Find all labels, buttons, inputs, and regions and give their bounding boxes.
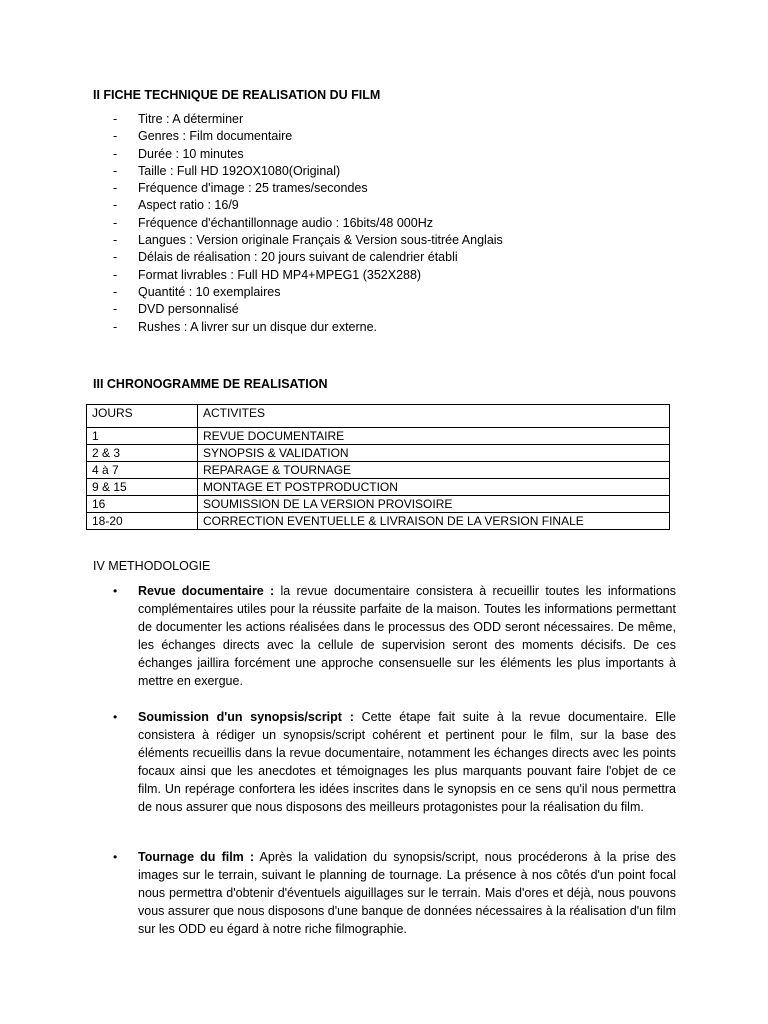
table-row <box>87 513 670 530</box>
cell-activity: REPARAGE & TOURNAGE <box>198 462 670 479</box>
spec-label: Aspect ratio : <box>138 198 211 213</box>
item-label: Tournage du film : <box>138 850 255 864</box>
list-item <box>113 180 503 197</box>
spec-label: Fréquence d'échantillonnage audio : <box>138 215 340 230</box>
spec-label: Langues : <box>138 233 193 248</box>
cell-days: 4 à 7 <box>87 462 198 479</box>
technical-specs-list <box>113 111 503 336</box>
paragraph <box>138 583 676 690</box>
cell-days: 1 <box>87 428 198 445</box>
list-item <box>113 232 503 249</box>
spec-value: Full HD MP4+MPEG1 (352X288) <box>233 267 422 282</box>
spec-value: 16bits/48 000Hz <box>339 215 433 230</box>
cell-days: 2 & 3 <box>87 445 198 462</box>
dash-marker: - <box>113 284 118 299</box>
cell-activity: CORRECTION EVENTUELLE & LIVRAISON DE LA VERSION FINALE <box>198 513 670 530</box>
spec-value: 10 minutes <box>179 146 244 161</box>
dash-marker: - <box>113 129 118 144</box>
list-item <box>113 128 503 145</box>
methodology-item <box>113 849 676 939</box>
cell-days: 16 <box>87 496 198 513</box>
table-row <box>87 462 670 479</box>
cell-days: 18-20 <box>87 513 198 530</box>
spec-label: Délais de réalisation : <box>138 250 258 265</box>
spec-value: Film documentaire <box>185 129 293 144</box>
spec-value: 16/9 <box>210 198 239 213</box>
item-text: la revue documentaire consistera à recueillir toutes les informations complémentaires utiles pour la réussite parfaite de la maison. Toutes les informations permettant de documenter les actions réalisées dans le processus des ODD seront nécessaires. De même, les échanges directs avec la cellule de supervision seront des moments décisifs. De ces échanges jaillira forcément une approche consensuelle sur les éléments les plus importants à mettre en exergue. <box>138 584 676 688</box>
section-4-title: IV METHODOLOGIE <box>93 559 211 573</box>
spec-label: Taille : <box>138 163 174 178</box>
table-row <box>87 479 670 496</box>
list-item <box>113 197 503 214</box>
dash-marker: - <box>113 112 118 126</box>
table-header-row <box>87 405 670 428</box>
item-label: Revue documentaire : <box>138 584 275 598</box>
cell-activity: SYNOPSIS & VALIDATION <box>198 445 670 462</box>
dash-marker: - <box>113 250 118 265</box>
paragraph <box>138 849 676 939</box>
paragraph <box>138 709 676 816</box>
dash-marker: - <box>113 146 118 161</box>
spec-label: Genres : <box>138 129 186 144</box>
spec-value: Full HD 192OX1080(Original) <box>173 163 341 178</box>
column-header-days: JOURS <box>87 405 198 428</box>
spec-value: Version originale Français & Version sous-titrée Anglais <box>192 233 503 248</box>
methodology-item <box>113 583 676 690</box>
spec-label: Quantité : <box>138 284 193 299</box>
list-item <box>113 146 503 163</box>
spec-label: Rushes : <box>138 319 188 334</box>
spec-label: Titre : <box>138 112 170 126</box>
dash-marker: - <box>113 163 118 178</box>
list-item <box>113 267 503 284</box>
item-text: Après la validation du synopsis/script, nous procéderons à la prise des images sur le terrain, suivant le planning de tournage. La présence à nos côtés d'un point focal nous permettra d'obtenir d'éventuels aiguillages sur le terrain. Mais d'ores et déjà, nous pouvons vous assurer que nous disposons d'une banque de données nécessaires à la réalisation d'un film sur les ODD eu égard à notre riche filmographie. <box>138 850 677 936</box>
bullet-icon: • <box>113 584 118 598</box>
bullet-icon: • <box>113 710 118 724</box>
dash-marker: - <box>113 181 118 196</box>
list-item <box>113 301 503 318</box>
section-2-title: II FICHE TECHNIQUE DE REALISATION DU FILM <box>93 88 381 102</box>
spec-value: A déterminer <box>169 112 244 126</box>
cell-activity: SOUMISSION DE LA VERSION PROVISOIRE <box>198 496 670 513</box>
schedule-table <box>86 404 670 530</box>
spec-value: 25 trames/secondes <box>251 181 368 196</box>
spec-value: 20 jours suivant de calendrier établi <box>257 250 458 265</box>
spec-value: 10 exemplaires <box>192 284 281 299</box>
table-row <box>87 428 670 445</box>
cell-days: 9 & 15 <box>87 479 198 496</box>
column-header-activities: ACTIVITES <box>198 405 670 428</box>
dash-marker: - <box>113 302 118 317</box>
section-3-title: III CHRONOGRAMME DE REALISATION <box>93 377 328 391</box>
item-label: Soumission d'un synopsis/script : <box>138 710 354 724</box>
list-item <box>113 215 503 232</box>
table-row <box>87 496 670 513</box>
spec-label: DVD personnalisé <box>138 302 239 317</box>
cell-activity: REVUE DOCUMENTAIRE <box>198 428 670 445</box>
table-row <box>87 445 670 462</box>
cell-activity: MONTAGE ET POSTPRODUCTION <box>198 479 670 496</box>
bullet-icon: • <box>113 850 118 864</box>
spec-value: A livrer sur un disque dur externe. <box>187 319 378 334</box>
dash-marker: - <box>113 233 118 248</box>
spec-label: Fréquence d'image : <box>138 181 252 196</box>
dash-marker: - <box>113 215 118 230</box>
list-item <box>113 284 503 301</box>
list-item <box>113 249 503 266</box>
list-item <box>113 163 503 180</box>
spec-label: Format livrables : <box>138 267 234 282</box>
item-text: Cette étape fait suite à la revue documentaire. Elle consistera à rédiger un synopsis/script cohérent et pertinent pour le film, sur la base des éléments recueillis dans la revue documentaire, notamment les échanges directs avec les points focaux ainsi que les anecdotes et témoignages les plus marquants pouvant faire l'objet de ce film. Un repérage confortera les idées inscrites dans le synopsis en ce sens qu'il nous permettra de nous assurer que nous disposons des meilleurs protagonistes pour la réalisation du film. <box>138 710 676 814</box>
dash-marker: - <box>113 319 118 334</box>
dash-marker: - <box>113 198 118 213</box>
list-item <box>113 319 503 336</box>
spec-label: Durée : <box>138 146 179 161</box>
methodology-item <box>113 709 676 816</box>
dash-marker: - <box>113 267 118 282</box>
list-item <box>113 111 503 128</box>
